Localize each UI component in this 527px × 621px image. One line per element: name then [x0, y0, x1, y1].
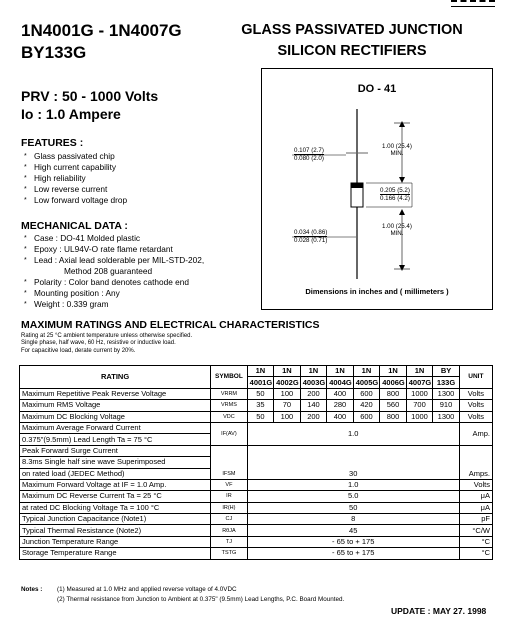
logo-fragment — [451, 0, 495, 7]
list-item: * Case : DO-41 Molded plastic — [24, 233, 204, 244]
header-part: 133G — [433, 377, 460, 388]
table-row: Typical Junction Capacitance (Note1) CJ 8 pF — [20, 514, 493, 525]
list-item: * Mounting position : Any — [24, 288, 204, 299]
update-date: UPDATE : MAY 27. 1998 — [391, 606, 487, 616]
dim-lead-length-bottom: 1.00 (25.4) MIN. — [382, 223, 412, 237]
header-part: 4001G — [247, 377, 274, 388]
list-item: * High current capability — [24, 162, 127, 173]
package-diagram — [261, 68, 493, 310]
prv-spec: PRV : 50 - 1000 Volts — [21, 88, 159, 104]
dim-lead-diameter: 0.107 (2.7) 0.080 (2.0) — [294, 147, 324, 162]
table-row: 0.375"(9.5mm) Lead Length Ta = 75 °C — [20, 434, 493, 445]
ratings-table — [19, 365, 493, 560]
header-part: 1N — [274, 366, 301, 377]
table-row: Maximum Repetitive Peak Reverse Voltage VRRM 50 100 200 400 600 800 1000 1300 Volts — [20, 388, 493, 399]
header-part: 4007G — [406, 377, 433, 388]
list-item: * Low reverse current — [24, 184, 127, 195]
diode-outline-drawing — [262, 69, 492, 309]
table-row: Typical Thermal Resistance (Note2) RθJA 45 °C/W — [20, 525, 493, 536]
header-rating: RATING — [20, 366, 211, 389]
list-item: * Epoxy : UL94V-O rate flame retardant — [24, 244, 204, 255]
header-symbol: SYMBOL — [211, 366, 247, 389]
note-1: (1) Measured at 1.0 MHz and applied reverse voltage of 4.0VDC — [57, 586, 237, 593]
device-title-line1: GLASS PASSIVATED JUNCTION — [241, 22, 463, 38]
table-row: 8.3ms Single half sine wave Superimposed — [20, 457, 493, 468]
device-title-line2: SILICON RECTIFIERS — [277, 43, 427, 59]
features-heading: FEATURES : — [21, 137, 84, 149]
header-part: 4004G — [327, 377, 354, 388]
header-part: 1N — [353, 366, 380, 377]
header-part: 1N — [247, 366, 274, 377]
list-item: * Glass passivated chip — [24, 151, 127, 162]
part-number-range: 1N4001G - 1N4007G — [21, 21, 182, 40]
list-item: * Lead : Axial lead solderable per MIL-STD-202, Method 208 guaranteed — [24, 255, 204, 277]
mechanical-list — [24, 233, 204, 310]
header-part: 4005G — [353, 377, 380, 388]
header-part: BY — [433, 366, 460, 377]
header-part: 4003G — [300, 377, 327, 388]
list-item: * Weight : 0.339 gram — [24, 299, 204, 310]
table-header-row — [20, 366, 493, 377]
header-part: 1N — [300, 366, 327, 377]
table-row: Maximum DC Blocking Voltage VDC 50 100 200 400 600 800 1000 1300 Volts — [20, 411, 493, 422]
table-row: on rated load (JEDEC Method) — [20, 468, 493, 479]
features-list — [24, 151, 127, 206]
header-part: 1N — [327, 366, 354, 377]
table-row: Junction Temperature Range TJ - 65 to + 175 °C — [20, 536, 493, 547]
list-item: * High reliability — [24, 173, 127, 184]
header-part: 4006G — [380, 377, 407, 388]
header-part: 1N — [380, 366, 407, 377]
table-row: Maximum RMS Voltage VRMS 35 70 140 280 420 560 700 910 Volts — [20, 400, 493, 411]
dim-body-length: 0.205 (5.2) 0.166 (4.2) — [380, 187, 410, 202]
io-spec: Io : 1.0 Ampere — [21, 106, 121, 122]
table-row: Maximum Forward Voltage at IF = 1.0 Amp. VF 1.0 Volts — [20, 479, 493, 490]
header-part: 1N — [406, 366, 433, 377]
diagram-caption: Dimensions in inches and ( millimeters ) — [305, 287, 449, 296]
table-row: Storage Temperature Range TSTG - 65 to + 175 °C — [20, 548, 493, 559]
ratings-title: MAXIMUM RATINGS AND ELECTRICAL CHARACTERISTICS — [21, 319, 320, 331]
header-part: 4002G — [274, 377, 301, 388]
list-item: * Polarity : Color band denotes cathode end — [24, 277, 204, 288]
table-row: at rated DC Blocking Voltage Ta = 100 °C IR(H) 50 μA — [20, 502, 493, 513]
note-2: (2) Thermal resistance from Junction to Ambient at 0.375" (9.5mm) Lead Lengths, P.C. Board Mounted. — [57, 596, 345, 603]
notes-label: Notes : — [21, 586, 43, 593]
ratings-notes: Rating at 25 °C ambient temperature unless otherwise specified. Single phase, half wave, 60 Hz, resistive or inductive load. For capacitive load, derate current by 20%. — [21, 333, 193, 354]
dim-lead-length-top: 1.00 (25.4) MIN. — [382, 143, 412, 157]
list-item: * Low forward voltage drop — [24, 195, 127, 206]
header-unit: UNIT — [459, 366, 492, 389]
part-number-alt: BY133G — [21, 43, 87, 62]
mechanical-heading: MECHANICAL DATA : — [21, 220, 128, 232]
table-row: Peak Forward Surge Current IFSM 30 Amps. — [20, 445, 493, 456]
table-row: Maximum DC Reverse Current Ta = 25 °C IR 5.0 μA — [20, 491, 493, 502]
dim-wire-diameter: 0.034 (0.86) 0.028 (0.71) — [294, 229, 328, 244]
table-row: Maximum Average Forward Current IF(AV) 1.0 Amp. — [20, 422, 493, 433]
package-name: DO - 41 — [357, 83, 397, 95]
